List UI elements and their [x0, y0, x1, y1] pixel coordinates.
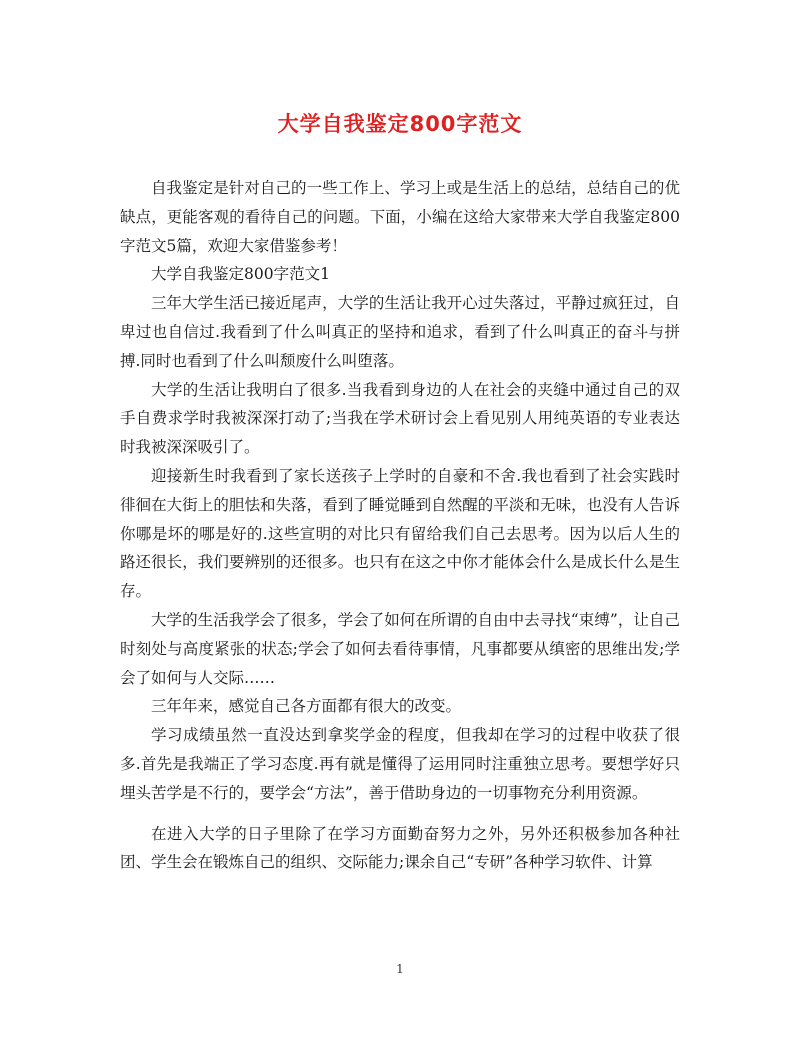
body-paragraph: 在进入大学的日子里除了在学习方面勤奋努力之外，另外还积极参加各种社团、学生会在锻炼自己的组织、交际能力;课余自己“专研”各种学习软件、计算 [120, 824, 680, 872]
body-paragraph: 三年大学生活已接近尾声，大学的生活让我开心过失落过，平静过疯狂过，自卑过也自信过.我看到了什么叫真正的坚持和追求，看到了什么叫真正的奋斗与拼搏.同时也看到了什么叫颓废什么叫堕落。 [120, 294, 680, 370]
intro-paragraph: 自我鉴定是针对自己的一些工作上、学习上或是生活上的总结，总结自己的优缺点，更能客观的看待自己的问题。下面，小编在这给大家带来大学自我鉴定800字范文5篇，欢迎大家借鉴参考！ [120, 179, 680, 255]
body-paragraph: 迎接新生时我看到了家长送孩子上学时的自豪和不舍.我也看到了社会实践时徘徊在大街上的胆怯和失落，看到了睡觉睡到自然醒的平淡和无味，也没有人告诉你哪是坏的哪是好的.这些宣明的对比只有留给我们自己去思考。因为以后人生的路还很长，我们要辨别的还很多。也只有在这之中你才能体会什么是成长什么是生存。 [120, 466, 680, 601]
body-paragraph: 大学的生活我学会了很多，学会了如何在所谓的自由中去寻找“束缚”，让自己时刻处与高度紧张的状态;学会了如何去看待事情，凡事都要从缜密的思维出发;学会了如何与人交际…… [120, 610, 680, 687]
document-title: 大学自我鉴定800字范文 [277, 112, 523, 136]
body-paragraph: 学习成绩虽然一直没达到拿奖学金的程度，但我却在学习的过程中收获了很多.首先是我端正了学习态度.再有就是懂得了运用同时注重独立思考。要想学好只埋头苦学是不行的，要学会“方法”，善于借助身边的一切事物充分利用资源。 [120, 726, 680, 802]
body-paragraph: 大学的生活让我明白了很多.当我看到身边的人在社会的夹缝中通过自己的双手自费求学时我被深深打动了;当我在学术研讨会上看见别人用纯英语的专业表达时我被深深吸引了。 [120, 380, 680, 457]
page-number: 1 [396, 962, 404, 976]
section-heading: 大学自我鉴定800字范文1 [151, 265, 330, 284]
body-paragraph: 三年年来，感觉自己各方面都有很大的改变。 [151, 697, 462, 716]
document-body [120, 174, 680, 877]
